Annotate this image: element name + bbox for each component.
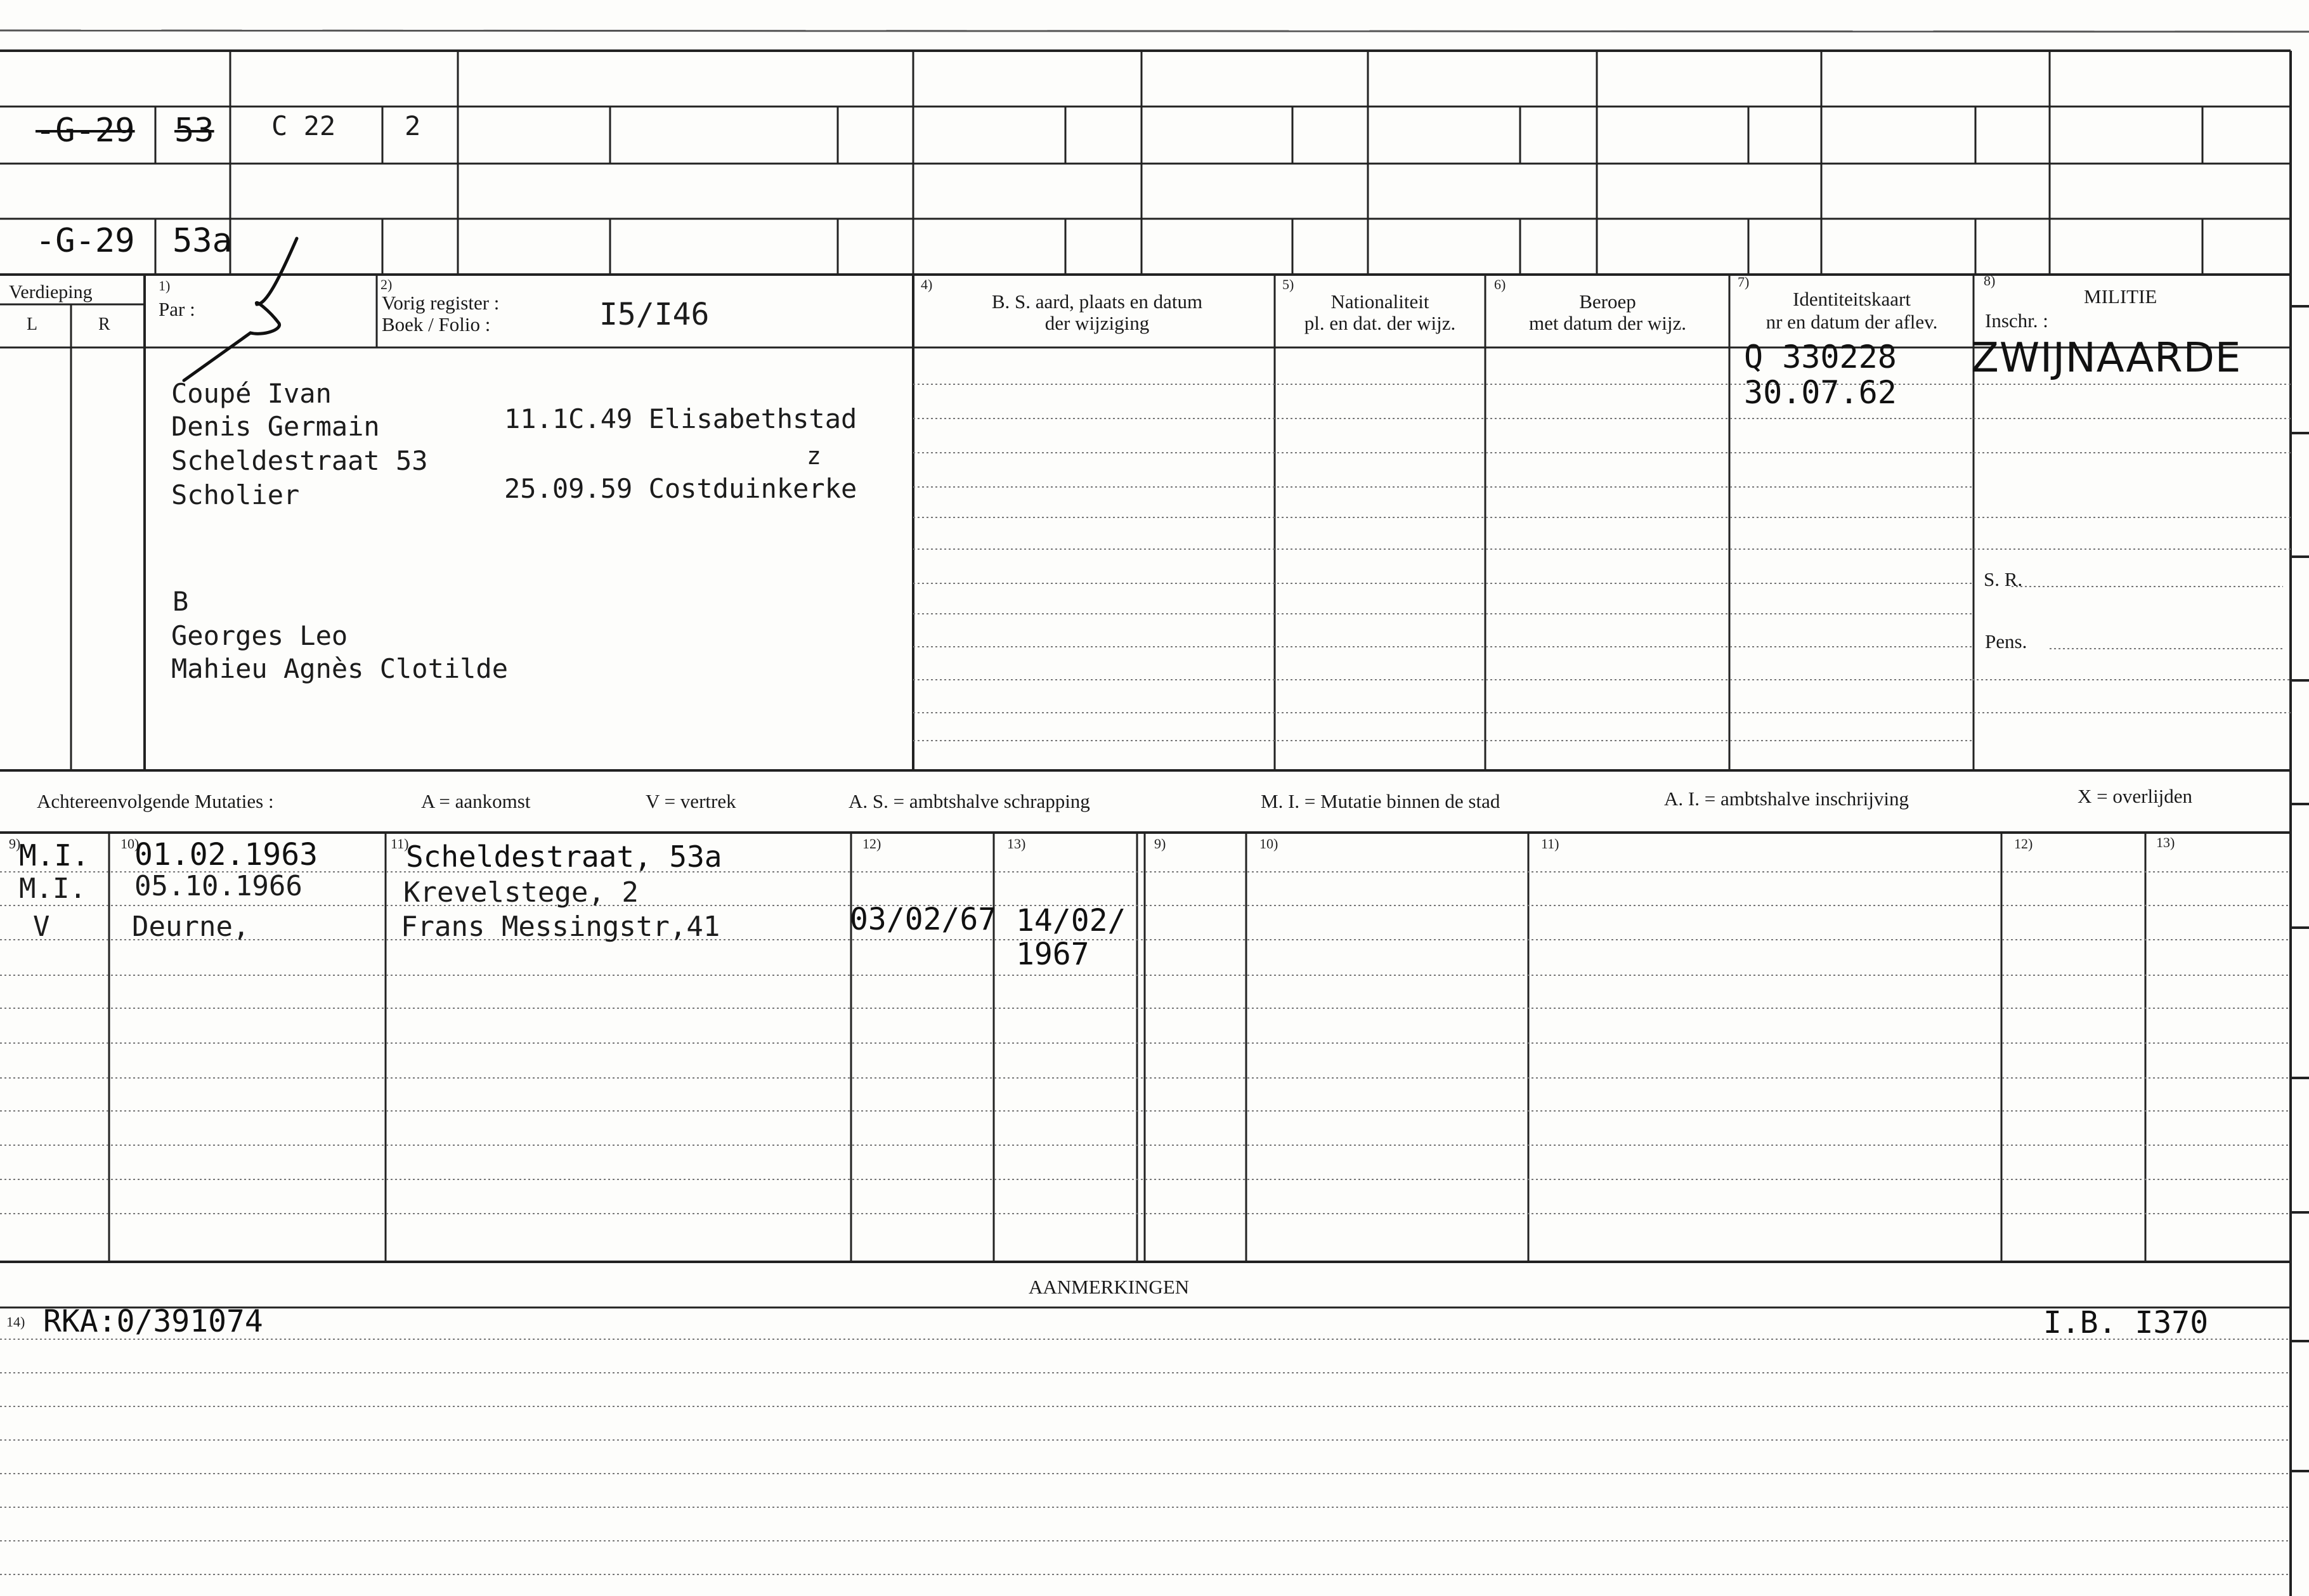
col4-number: 4) xyxy=(921,276,933,292)
mother-name: Mahieu Agnès Clotilde xyxy=(171,653,509,684)
code-row1-col2: 53 xyxy=(174,112,214,150)
remarks-ib: I.B. I370 xyxy=(2043,1305,2209,1340)
mutation-date: 05.10.1966 xyxy=(134,870,302,902)
legend-mi: M. I. = Mutatie binnen de stad xyxy=(1261,790,1500,812)
remarks-rka: RKA:0/391074 xyxy=(43,1304,263,1339)
beroep-label-line1: Beroep xyxy=(1579,290,1636,313)
mut-col-number: 12) xyxy=(862,836,881,852)
legend-a: A = aankomst xyxy=(421,790,531,812)
col8-number: 8) xyxy=(1984,273,1996,289)
col1-number: 1) xyxy=(159,278,171,294)
code-row2-col1: -G-29 xyxy=(36,222,135,260)
person-occupation: Scholier xyxy=(171,479,300,510)
id-card-date: 30.07.62 xyxy=(1744,374,1897,411)
mutation-date: 01.02.1963 xyxy=(134,837,318,873)
par-label: Par : xyxy=(159,298,195,320)
col7-number: 7) xyxy=(1738,274,1750,290)
col2-number: 2) xyxy=(380,276,393,292)
code-row2-col2: 53a xyxy=(172,222,232,260)
nationaliteit-label-line2: pl. en dat. der wijz. xyxy=(1304,312,1456,334)
remarks-number: 14) xyxy=(6,1314,25,1330)
mut-col-number: 13) xyxy=(2156,834,2175,850)
mutation-type: V xyxy=(33,911,50,943)
father-name: Georges Leo xyxy=(171,620,348,651)
person-address: Scheldestraat 53 xyxy=(171,445,428,476)
mut-col-number: 10) xyxy=(1259,836,1278,852)
mut-col-number: 13) xyxy=(1007,836,1026,852)
person-name: Coupé Ivan xyxy=(171,378,332,409)
birth-z-mark: z xyxy=(807,442,821,470)
legend-as: A. S. = ambtshalve schrapping xyxy=(849,790,1090,812)
register-value: I5/I46 xyxy=(599,297,710,332)
mut-col-number: 9) xyxy=(1154,836,1166,852)
vorig-register-label: Vorig register : xyxy=(382,292,500,314)
militie-stamp: ZWIJNAARDE xyxy=(1971,335,2242,382)
mutation-date: Deurne, xyxy=(132,911,250,943)
identiteitskaart-label-line2: nr en datum der aflev. xyxy=(1766,311,1938,333)
code-row1-col3: C 22 xyxy=(271,110,336,141)
r-label: R xyxy=(98,315,110,334)
parents-marker: B xyxy=(172,586,189,617)
militie-label: MILITIE xyxy=(2084,285,2157,308)
legend-title: Achtereenvolgende Mutaties : xyxy=(37,790,274,812)
mut-col-number: 12) xyxy=(2014,836,2033,852)
mutation-type: M.I. xyxy=(19,838,89,873)
legend-x: X = overlijden xyxy=(2078,785,2193,807)
beroep-label-line2: met datum der wijz. xyxy=(1529,312,1686,334)
birth-date-place: 11.1C.49 Elisabethstad xyxy=(504,403,857,434)
legend-ai: A. I. = ambtshalve inschrijving xyxy=(1664,788,1909,810)
col5-number: 5) xyxy=(1282,276,1294,292)
legend-v: V = vertrek xyxy=(646,790,736,812)
mutation-address: Scheldestraat, 53a xyxy=(406,840,722,874)
inschr-label: Inschr. : xyxy=(1985,309,2048,332)
col6-number: 6) xyxy=(1494,276,1506,292)
l-label: L xyxy=(27,315,38,334)
mut-col-number: 10) xyxy=(120,836,140,852)
mutation-address: Frans Messingstr,41 xyxy=(401,911,720,943)
arrival-date-place: 25.09.59 Costduinkerke xyxy=(504,473,857,504)
mutation-date-13: 14/02/ 1967 xyxy=(1016,903,1126,972)
remarks-title: AANMERKINGEN xyxy=(1029,1276,1190,1298)
id-card-number: Q 330228 xyxy=(1744,339,1897,375)
mutation-address: Krevelstege, 2 xyxy=(403,876,639,909)
mut-col-number: 11) xyxy=(391,836,409,852)
bs-label-line1: B. S. aard, plaats en datum xyxy=(991,290,1203,313)
sr-label: S. R. xyxy=(1984,568,2023,590)
mutation-date-12: 03/02/67 xyxy=(850,902,997,937)
code-row1-col4: 2 xyxy=(405,110,421,141)
mut-col-number: 9) xyxy=(9,836,21,852)
pens-label: Pens. xyxy=(1985,630,2027,652)
nationaliteit-label-line1: Nationaliteit xyxy=(1330,290,1429,313)
person-given-names: Denis Germain xyxy=(171,411,380,442)
verdieping-label: Verdieping xyxy=(9,282,93,302)
mut-col-number: 11) xyxy=(1541,836,1559,852)
boek-folio-label: Boek / Folio : xyxy=(382,313,491,335)
identiteitskaart-label-line1: Identiteitskaart xyxy=(1793,288,1911,310)
mutation-type: M.I. xyxy=(19,873,86,905)
code-row1-col1: -G-29 xyxy=(36,112,135,150)
bs-label-line2: der wijziging xyxy=(1044,312,1150,334)
